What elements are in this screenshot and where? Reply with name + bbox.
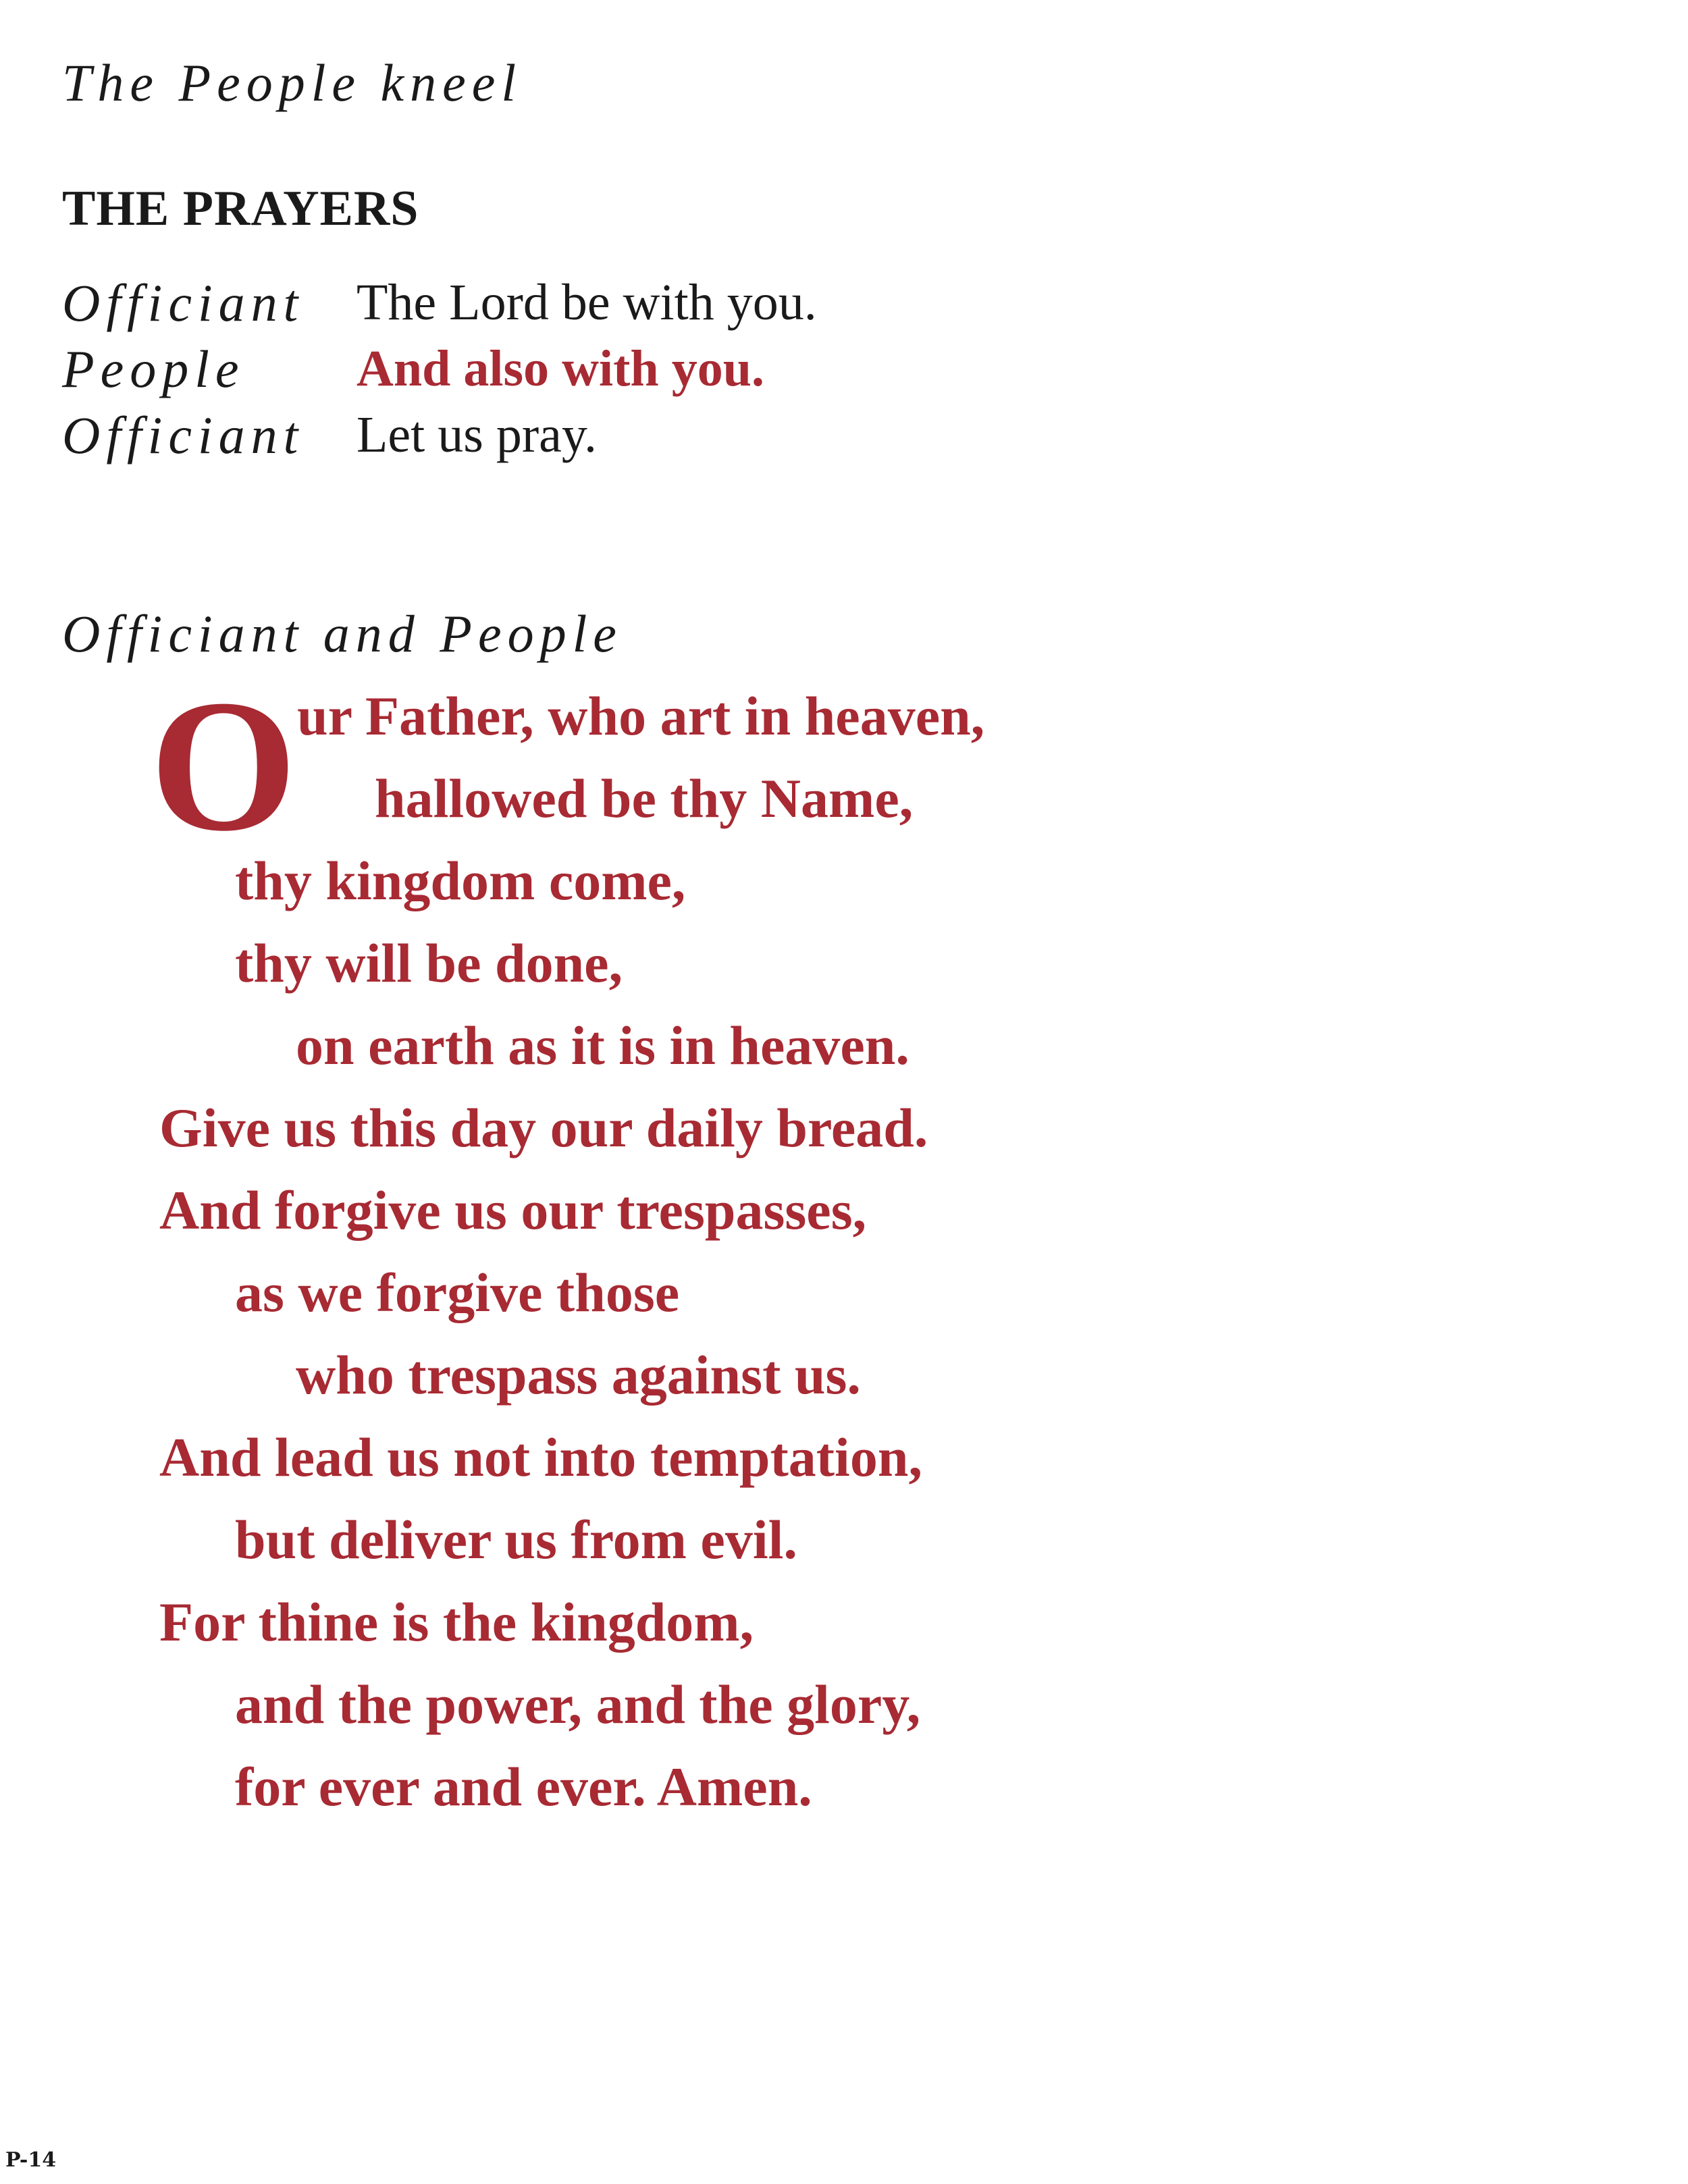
speaker-label: People: [62, 340, 245, 398]
page-number: P-14: [5, 2148, 57, 2172]
response-text: And also with you.: [357, 340, 764, 397]
drop-cap: O: [150, 660, 297, 870]
versicle-text: Let us pray.: [357, 406, 597, 463]
prayer-line: and the power, and the glory,: [235, 1674, 921, 1735]
prayer-line: For thine is the kingdom,: [159, 1591, 754, 1653]
prayer-line: And forgive us our trespasses,: [159, 1179, 867, 1241]
speaker-label: Officiant: [62, 273, 305, 332]
prayer-line: for ever and ever. Amen.: [235, 1756, 812, 1817]
rubric-people-kneel: The People kneel: [62, 53, 523, 112]
prayer-line: on earth as it is in heaven.: [296, 1015, 909, 1076]
prayer-line: who trespass against us.: [296, 1344, 861, 1406]
prayer-line: And lead us not into temptation,: [159, 1427, 922, 1488]
prayer-line: ur Father, who art in heaven,: [297, 685, 985, 747]
prayer-line: thy kingdom come,: [235, 850, 686, 911]
versicle-text: The Lord be with you.: [357, 274, 817, 331]
prayer-line: Give us this day our daily bread.: [159, 1097, 928, 1158]
section-heading: THE PRAYERS: [62, 181, 419, 236]
prayer-line: as we forgive those: [235, 1262, 680, 1323]
speaker-label: Officiant: [62, 406, 305, 464]
prayer-line: thy will be done,: [235, 932, 623, 994]
rubric-officiant-and-people: Officiant and People: [62, 604, 623, 663]
prayer-line: hallowed be thy Name,: [375, 768, 914, 829]
prayer-line: but deliver us from evil.: [235, 1509, 797, 1570]
